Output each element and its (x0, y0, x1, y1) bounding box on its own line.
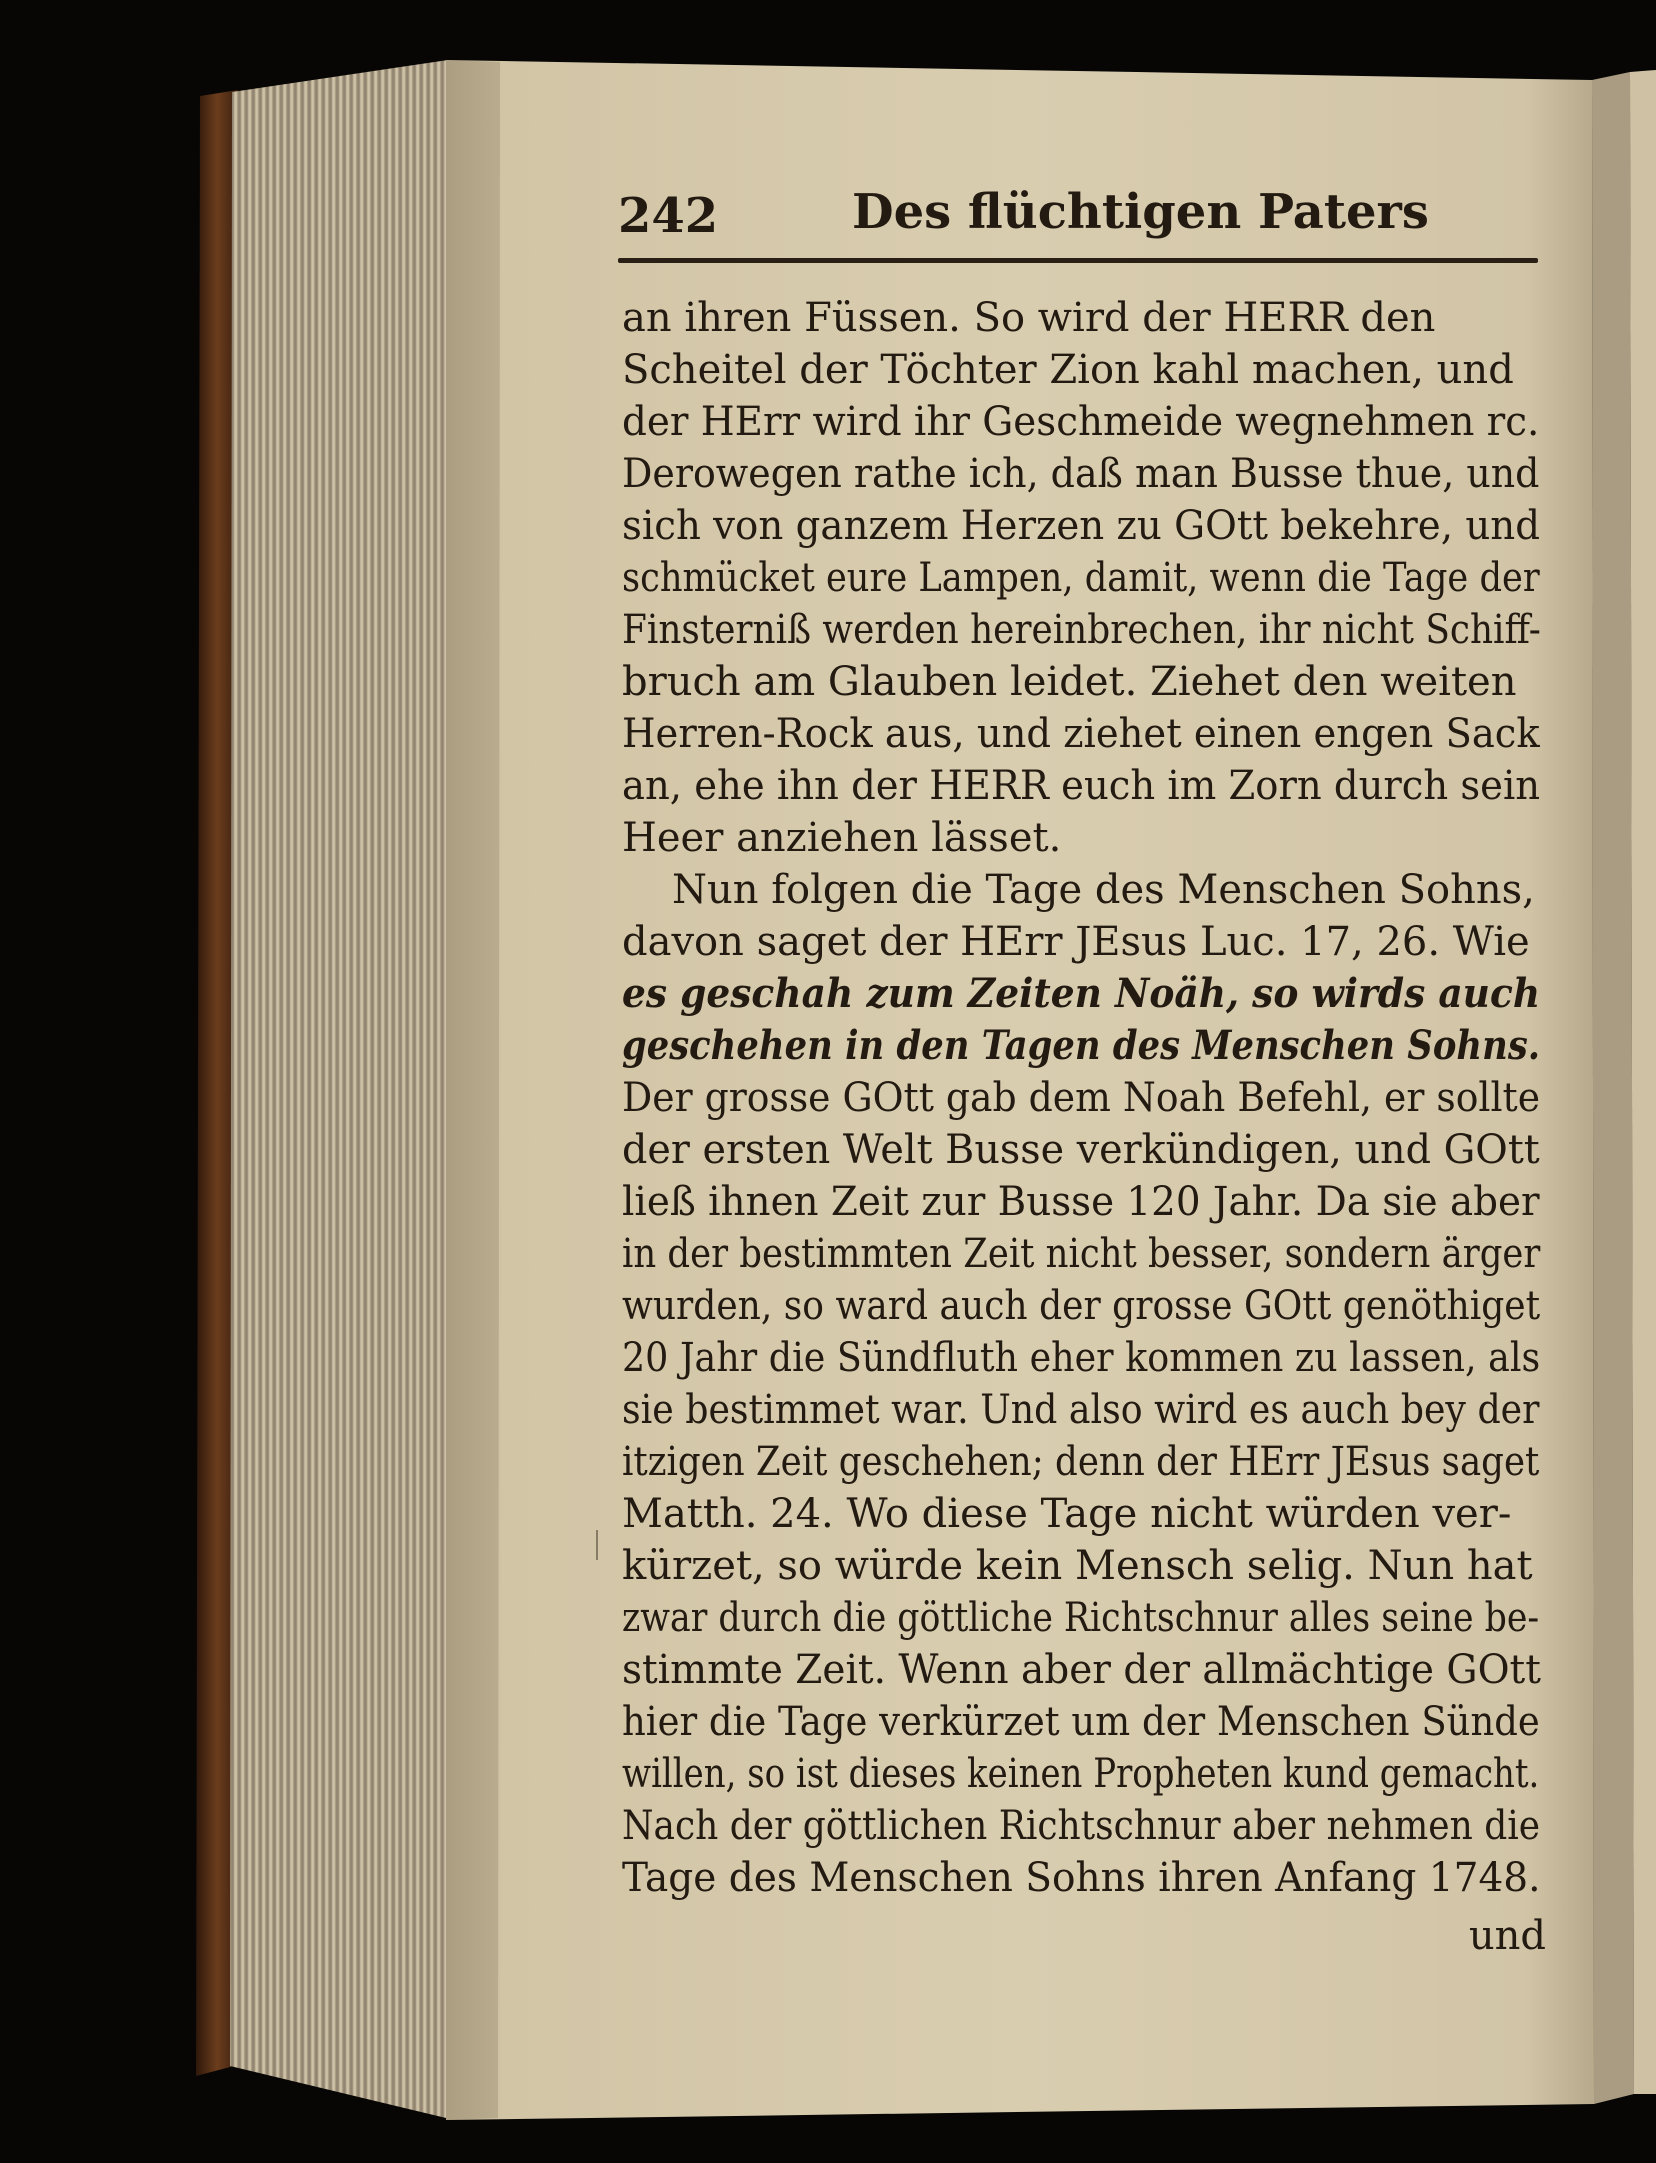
text-line: Derowegen rathe ich, daß man Busse thue, und (622, 451, 1540, 497)
text-line: ließ ihnen Zeit zur Busse 120 Jahr. Da sie aber (622, 1179, 1540, 1225)
text-line: itzigen Zeit geschehen; denn der HErr JEsus saget (622, 1439, 1540, 1485)
page-edges-left (230, 60, 448, 2118)
text-line: zwar durch die göttliche Richtschnur alles seine be- (622, 1595, 1540, 1641)
text-line: stimmte Zeit. Wenn aber der allmächtige GOtt (622, 1647, 1541, 1693)
text-line: der HErr wird ihr Geschmeide wegnehmen rc. (622, 399, 1540, 445)
text-line: kürzet, so würde kein Mensch selig. Nun hat (622, 1543, 1533, 1589)
text-line: geschehen in den Tagen des Menschen Sohns. (622, 1022, 1541, 1069)
text-line: es geschah zum Zeiten Noäh, so wirds auch (622, 970, 1541, 1017)
text-line: an ihren Füssen. So wird der HERR den (622, 295, 1436, 341)
page-edges-right (1592, 72, 1634, 2104)
facing-page (1630, 70, 1656, 2094)
gutter-shadow (446, 60, 500, 2120)
text-line: Scheitel der Töchter Zion kahl machen, und (622, 347, 1514, 393)
page-surface (446, 60, 1594, 2120)
text-line: Tage des Menschen Sohns ihren Anfang 1748. (622, 1855, 1541, 1901)
text-line: Matth. 24. Wo diese Tage nicht würden ver- (622, 1491, 1512, 1537)
text-line: Nun folgen die Tage des Menschen Sohns, (672, 867, 1535, 913)
text-line: der ersten Welt Busse verkündigen, und GOtt (622, 1127, 1540, 1173)
text-line: schmücket eure Lampen, damit, wenn die Tage der (622, 555, 1540, 601)
text-line: sich von ganzem Herzen zu GOtt bekehre, und (622, 503, 1540, 549)
text-line: in der bestimmten Zeit nicht besser, sondern ärger (622, 1231, 1541, 1277)
text-line: Der grosse GOtt gab dem Noah Befehl, er sollte (622, 1075, 1541, 1121)
page-number: 242 (618, 188, 719, 244)
text-line: sie bestimmet war. Und also wird es auch bey der (622, 1387, 1540, 1433)
running-title: Des flüchtigen Paters (852, 184, 1429, 240)
text-line: 20 Jahr die Sündfluth eher kommen zu lassen, als (622, 1335, 1541, 1381)
text-line: Heer anziehen lässet. (622, 815, 1062, 861)
text-line: Herren-Rock aus, und ziehet einen engen Sack (622, 711, 1540, 757)
text-line: hier die Tage verkürzet um der Menschen Sünde (622, 1699, 1540, 1745)
text-line: Nach der göttlichen Richtschnur aber nehmen die (622, 1803, 1541, 1849)
text-line: wurden, so ward auch der grosse GOtt genöthiget (622, 1283, 1541, 1329)
text-line: Finsterniß werden hereinbrechen, ihr nicht Schiff- (622, 607, 1541, 653)
catchword: und (1468, 1913, 1546, 1959)
text-line: davon saget der HErr JEsus Luc. 17, 26. Wie (622, 919, 1530, 965)
text-line: an, ehe ihn der HERR euch im Zorn durch sein (622, 763, 1541, 809)
text-line: willen, so ist dieses keinen Propheten kund gemacht. (622, 1751, 1540, 1797)
text-line: bruch am Glauben leidet. Ziehet den weiten (622, 659, 1517, 705)
